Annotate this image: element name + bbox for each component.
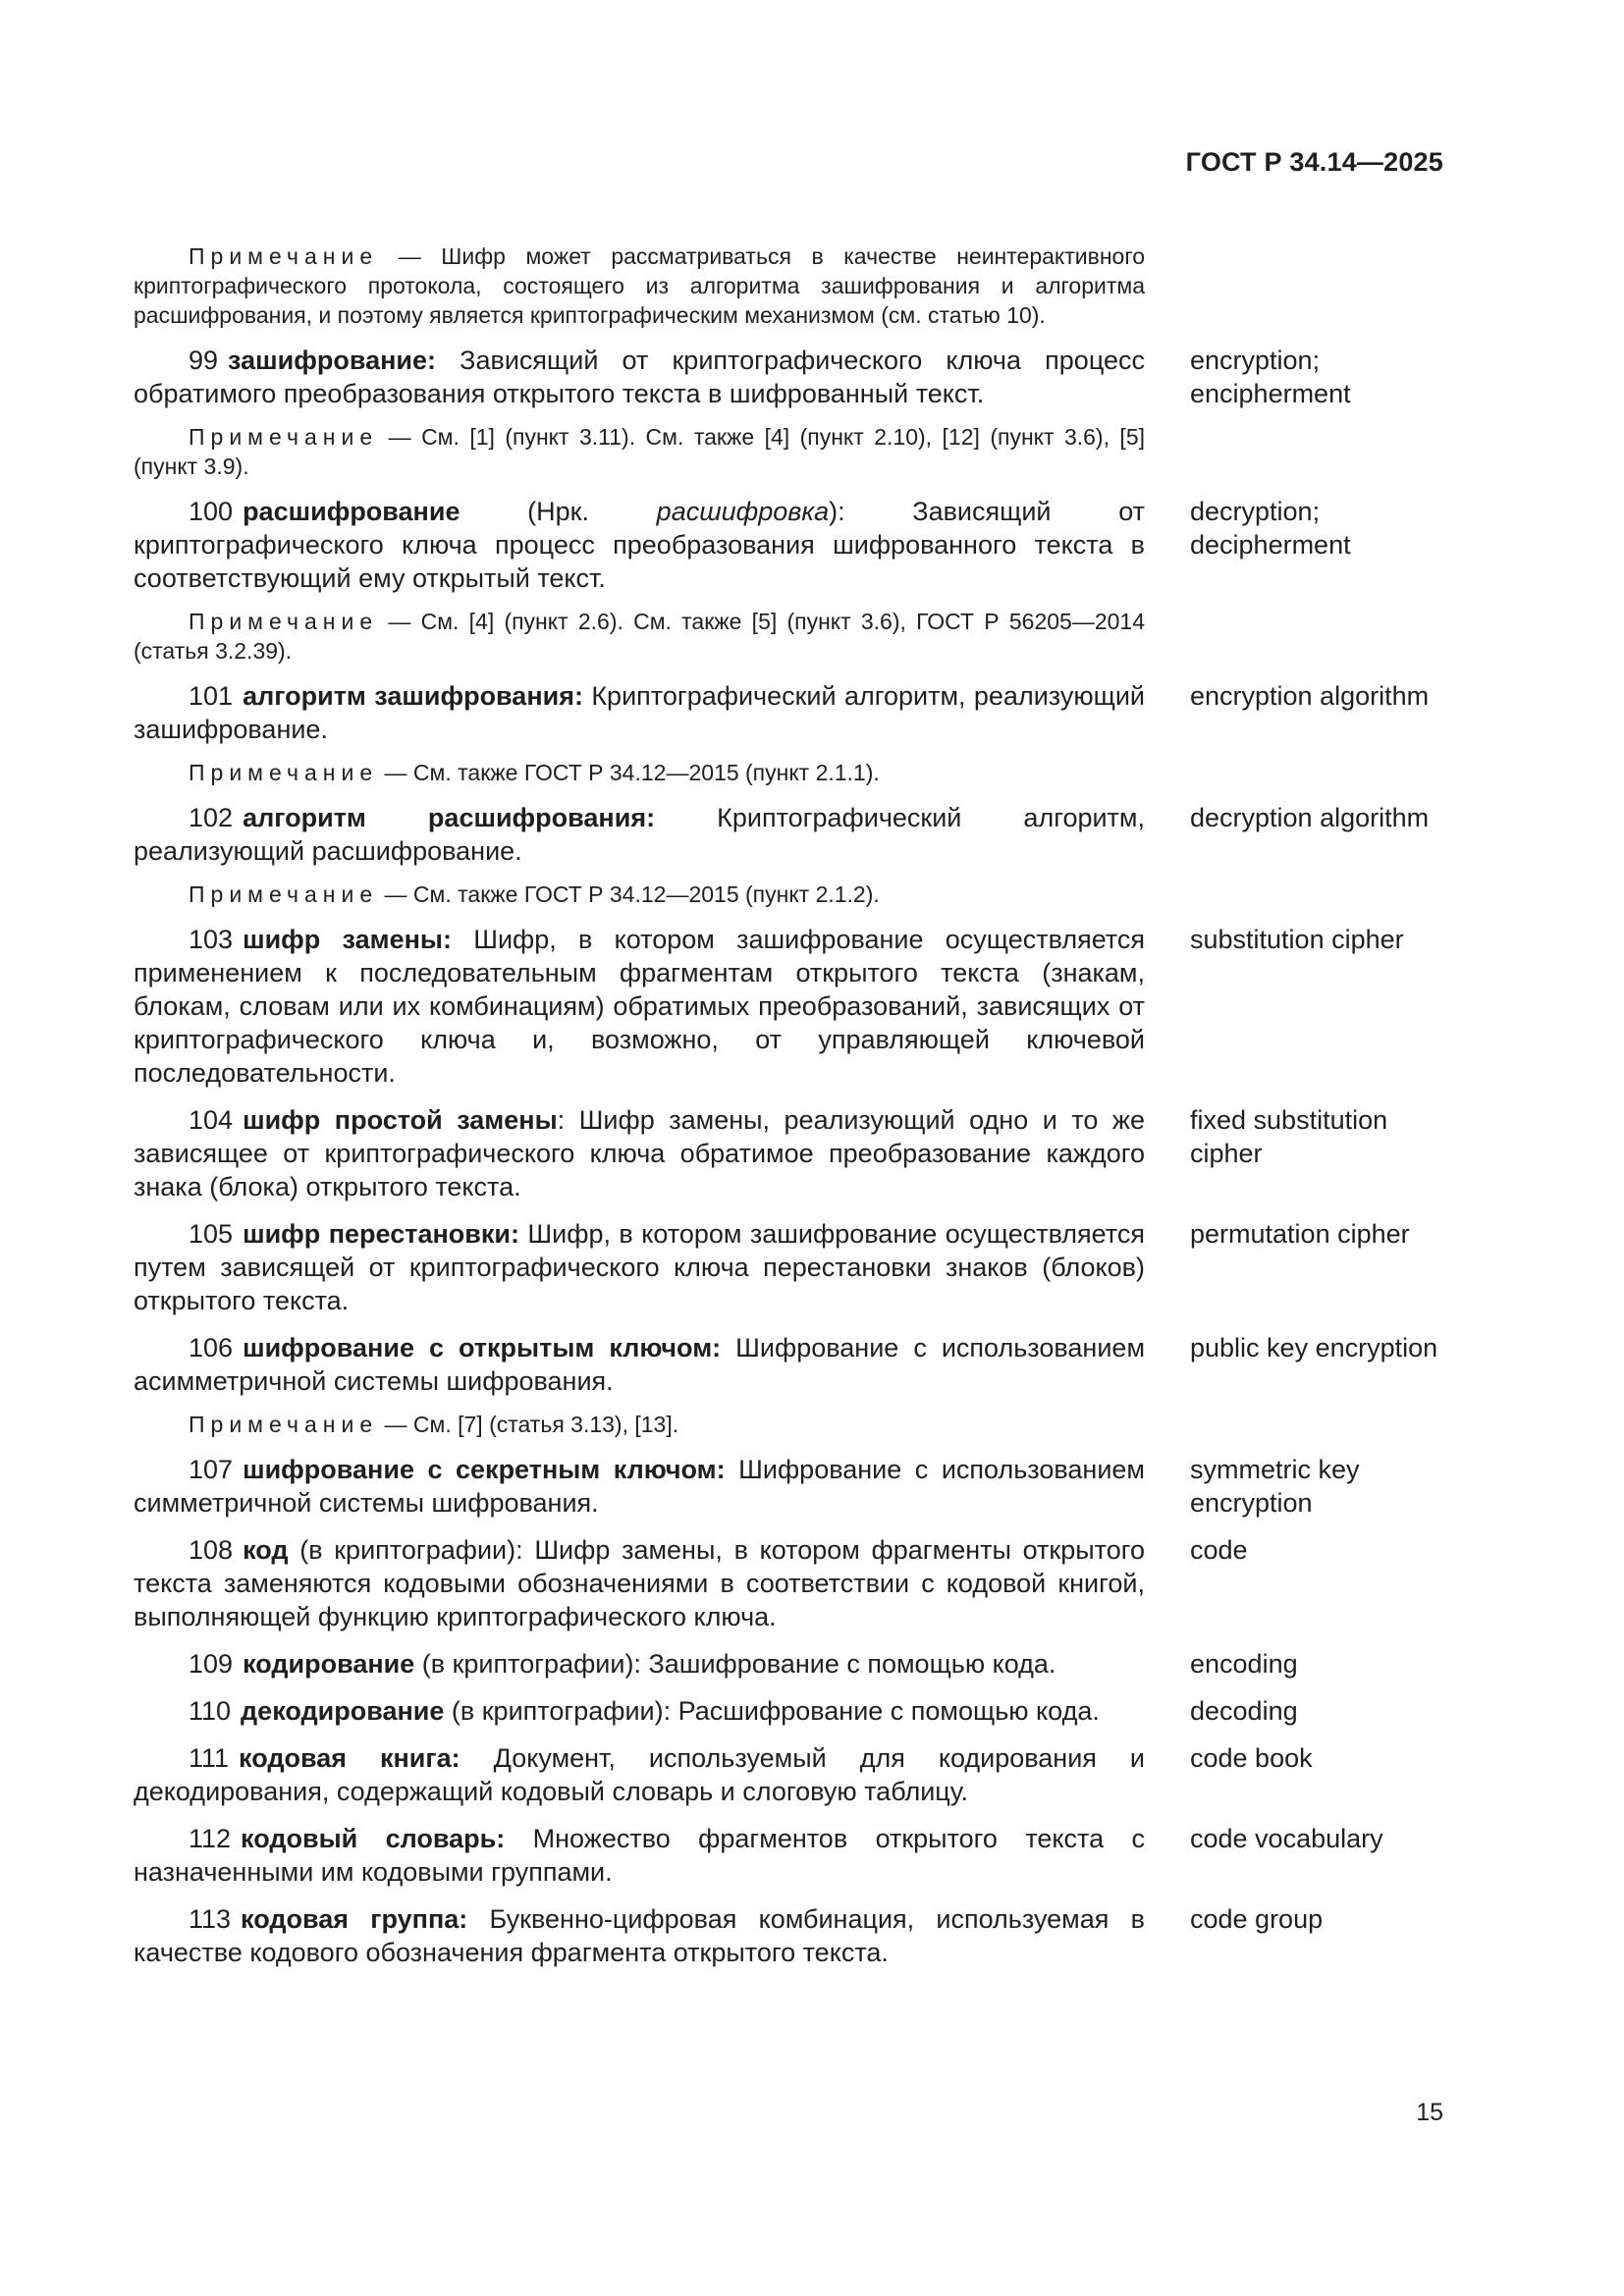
definition-text: Шифр, в котором зашифрование осуществляется путем зависящей от криптографического ключа перестановки знаков (блоков) открытого текста. [134,1219,1145,1315]
term-entry [134,1520,1443,1633]
note-row [134,868,1443,909]
term-number: 106 [189,1333,234,1362]
column-gap [1145,330,1190,410]
note-label: Примечание [189,881,379,907]
term-number: 100 [189,497,234,526]
english-equivalent: decryption; decipherment [1190,497,1351,560]
terms-table [134,241,1443,1969]
term-qualifier: (Нрк. [460,497,657,526]
english-equivalent: decoding [1190,1696,1298,1726]
english-equivalent: symmetric key encryption [1190,1455,1360,1518]
english-equivalent: encoding [1190,1649,1298,1679]
definition-text: Шифр, в котором зашифрование осуществляется применением к последовательным фрагментам открытого текста (знакам, блокам, словам или их комбинациям) обратимых преобразований, зависящих от криптографического ключа и, возможно, от управляющей ключевой последовательности. [134,925,1145,1088]
term-definition [134,1520,1145,1633]
term-entry [134,1889,1443,1969]
document-code-header: ГОСТ Р 34.14—2025 [1185,147,1443,177]
note-paragraph [134,410,1145,481]
definition-text: ): Зависящий от криптографического ключа процесс преобразования шифрованного текста в соответствующий ему открытый текст. [134,497,1145,593]
term-entry [134,481,1443,595]
term-name: алгоритм расшифрования: [243,803,656,832]
note-text: — См. [7] (статья 3.13), [13]. [384,1412,679,1437]
term-number: 102 [189,803,234,832]
note-row [134,410,1443,481]
term-definition [134,1728,1145,1808]
english-equivalent: public key encryption [1190,1333,1438,1362]
term-entry [134,1317,1443,1398]
note-row [134,1398,1443,1439]
term-name: шифрование с секретным ключом: [243,1455,726,1484]
english-equivalent: encryption algorithm [1190,681,1430,711]
english-equivalent: decryption algorithm [1190,803,1430,832]
term-definition [134,787,1145,868]
term-definition [134,666,1145,746]
english-equivalent: code vocabulary [1190,1824,1383,1853]
note-paragraph [134,746,1145,787]
term-name: шифр перестановки: [243,1219,519,1249]
term-number: 108 [189,1535,234,1565]
term-entry [134,666,1443,746]
column-gap [1145,1808,1190,1889]
page-number: 15 [1416,2099,1443,2126]
term-entry [134,1808,1443,1889]
term-number: 107 [189,1455,234,1484]
definition-text: Зависящий от криптографического ключа процесс обратимого преобразования открытого текста в шифрованный текст. [134,346,1145,408]
term-name: кодовый словарь: [241,1824,506,1853]
term-name: шифрование с открытым ключом: [243,1333,722,1362]
note-text: — См. также ГОСТ Р 34.12—2015 (пункт 2.1.2). [384,881,880,907]
definition-text: (в криптографии): Расшифрование с помощью кода. [444,1696,1100,1726]
definition-text: (в криптографии): Зашифрование с помощью кода. [414,1649,1056,1679]
english-equivalent: encryption; encipherment [1190,346,1351,408]
english-equivalent: fixed substitution cipher [1190,1105,1388,1168]
term-name: алгоритм зашифрования: [243,681,583,711]
term-name: зашифрование: [228,346,437,375]
term-entry [134,1728,1443,1808]
term-number: 101 [189,681,234,711]
term-entry [134,1681,1443,1728]
deprecated-term: расшифровка [656,497,830,526]
note-text: — См. [4] (пункт 2.6). См. также [5] (пункт 3.6), ГОСТ Р 56205—2014 (статья 3.2.39). [134,609,1145,664]
term-entry [134,909,1443,1090]
note-row [134,746,1443,787]
term-number: 99 [189,346,219,375]
term-number: 105 [189,1219,234,1249]
term-definition [134,1889,1145,1969]
term-entry [134,787,1443,868]
note-label: Примечание [189,760,379,785]
intro-note-row [134,241,1443,330]
term-definition [134,1090,1145,1203]
column-gap [1145,1317,1190,1398]
definition-text: Шифрование с использованием асимметричной системы шифрования. [134,1333,1146,1396]
definition-text: (в криптографии): Шифр замены, в котором фрагменты открытого текста заменяются кодовыми обозначениями в соответствии с кодовой книгой, выполняющей функцию криптографического ключа. [134,1535,1145,1631]
definition-text: Криптографический алгоритм, реализующий зашифрование. [134,681,1145,744]
term-name: кодовая книга: [239,1743,460,1773]
term-name: декодирование [241,1696,445,1726]
note-paragraph [134,241,1145,330]
note-paragraph [134,595,1145,666]
term-entry [134,1090,1443,1203]
english-equivalent: substitution cipher [1190,925,1404,954]
term-number: 113 [189,1904,232,1934]
term-name: кодовая группа: [241,1904,468,1934]
term-number: 112 [189,1824,232,1853]
note-text: — Шифр может рассматриваться в качестве неинтерактивного криптографического протокола, состоящего из алгоритма зашифрования и алгоритма расшифрования, и поэтому является криптографическим механизмом (см. статью 10). [134,243,1145,328]
note-label: Примечание [189,1412,379,1437]
term-definition [134,1633,1145,1681]
term-name: расшифрование [243,497,460,526]
term-definition [134,481,1145,595]
column-gap [1145,1203,1190,1317]
term-number: 110 [189,1696,232,1726]
column-gap [1145,1728,1190,1808]
term-number: 111 [189,1743,230,1773]
term-name: код [243,1535,289,1565]
term-definition [134,1439,1145,1520]
note-label: Примечание [189,243,379,269]
term-entry [134,1439,1443,1520]
term-entry [134,1633,1443,1681]
note-text: — См. [1] (пункт 3.11). См. также [4] (пункт 2.10), [12] (пункт 3.6), [5] (пункт 3.9). [134,424,1146,479]
note-paragraph [134,1398,1145,1439]
term-number: 104 [189,1105,234,1135]
column-gap [1145,1090,1190,1203]
term-entry [134,1203,1443,1317]
english-equivalent: permutation cipher [1190,1219,1410,1249]
definition-text: Шифрование с использованием симметричной системы шифрования. [134,1455,1145,1518]
term-number: 103 [189,925,234,954]
note-label: Примечание [189,609,379,634]
column-gap [1145,481,1190,595]
english-equivalent: code [1190,1535,1248,1565]
term-name: шифр простой замены [243,1105,558,1135]
term-definition [134,1808,1145,1889]
column-gap [1145,1889,1190,1969]
column-gap [1145,666,1190,746]
definition-text: : Шифр замены, реализующий одно и то же зависящее от криптографического ключа обратимое преобразование каждого знака (блока) открытого текста. [134,1105,1145,1201]
terms-content [134,241,1443,1969]
column-gap [1145,787,1190,868]
definition-text: Буквенно-цифровая комбинация, используемая в качестве кодового обозначения фрагмента открытого текста. [134,1904,1145,1967]
term-name: шифр замены: [243,925,452,954]
column-gap [1145,1633,1190,1681]
term-name: кодирование [243,1649,415,1679]
definition-text: Множество фрагментов открытого текста с назначенными им кодовыми группами. [134,1824,1145,1887]
column-gap [1145,1439,1190,1520]
definition-text: Криптографический алгоритм, реализующий расшифрование. [134,803,1145,866]
english-equivalent: code group [1190,1904,1324,1934]
term-definition [134,1681,1145,1728]
term-definition [134,1203,1145,1317]
column-gap [1145,1681,1190,1728]
note-label: Примечание [189,424,379,450]
column-gap [1145,909,1190,1090]
term-definition [134,909,1145,1090]
column-gap [1145,1520,1190,1633]
note-paragraph [134,868,1145,909]
note-text: — См. также ГОСТ Р 34.12—2015 (пункт 2.1.1). [384,760,880,785]
note-row [134,595,1443,666]
definition-text: Документ, используемый для кодирования и декодирования, содержащий кодовый словарь и слоговую таблицу. [134,1743,1145,1806]
term-definition [134,330,1145,410]
term-entry [134,330,1443,410]
term-number: 109 [189,1649,234,1679]
english-equivalent: code book [1190,1743,1313,1773]
term-definition [134,1317,1145,1398]
